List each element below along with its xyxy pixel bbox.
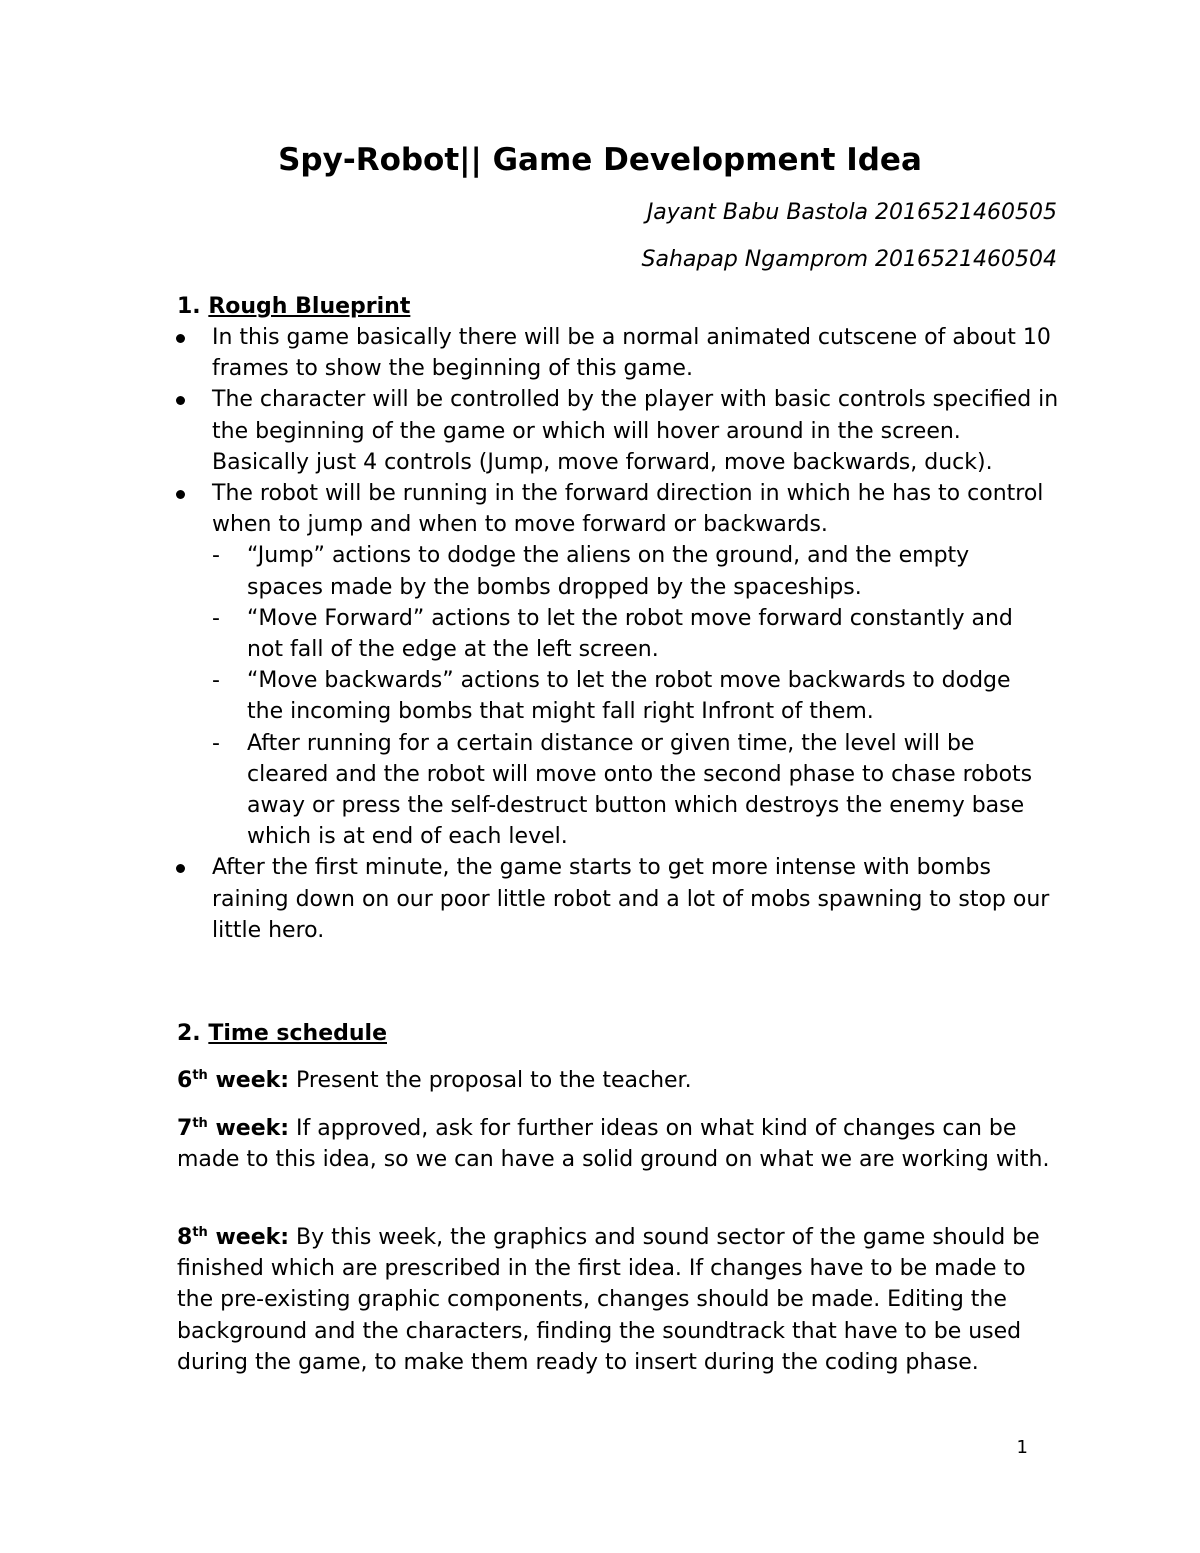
bullet-item	[0, 852, 1062, 946]
dash-icon: -	[212, 730, 220, 756]
week-label: 7th week:	[177, 1116, 290, 1141]
week-6-entry	[177, 1065, 1067, 1096]
bullet-dot-icon	[176, 864, 185, 873]
sub-item	[0, 603, 1037, 665]
bullet-text: The robot will be running in the forward direction in which he has to control when to jump and when to move forward or backwards.	[212, 481, 1044, 538]
dash-icon: -	[212, 668, 220, 694]
bullet-dot-icon	[176, 396, 185, 405]
section-1-heading	[177, 292, 410, 322]
sub-item-text: “Jump” actions to dodge the aliens on the ground, and the empty spaces made by the bombs dropped by the spaceships.	[247, 543, 970, 600]
bullet-text: In this game basically there will be a normal animated cutscene of about 10 frames to show the beginning of this game.	[212, 325, 1051, 382]
section-1-list	[0, 322, 1200, 946]
bullet-text: The character will be controlled by the player with basic controls specified in the beginning of the game or which will hover around in the screen. Basically just 4 controls (Jump, move forward, move backwards, duck).	[212, 387, 1059, 475]
sub-item	[0, 540, 1037, 602]
week-text: If approved, ask for further ideas on what kind of changes can be made to this idea, so we can have a solid ground on what we are working with.	[177, 1116, 1050, 1173]
sub-item	[0, 665, 1037, 727]
bullet-item	[0, 322, 1062, 384]
sub-item	[0, 728, 1037, 853]
bullet-item	[0, 384, 1062, 478]
dash-icon: -	[212, 605, 220, 631]
sub-item-text: After running for a certain distance or given time, the level will be cleared and the robot will move onto the second phase to chase robots away or press the self-destruct button which destroys the enemy base which is at end of each level.	[247, 730, 1033, 850]
bullet-dot-icon	[176, 334, 185, 343]
sub-item-text: “Move backwards” actions to let the robot move backwards to dodge the incoming bombs that might fall right Infront of them.	[247, 668, 1011, 725]
week-label: 8th week:	[177, 1225, 290, 1250]
section-1-title: Rough Blueprint	[208, 294, 411, 319]
week-7-entry	[177, 1113, 1067, 1175]
author-1: Jayant Babu Bastola 2016521460505	[646, 200, 1057, 225]
week-text: Present the proposal to the teacher.	[289, 1068, 692, 1093]
section-2-number: 2.	[177, 1021, 201, 1046]
bullet-dot-icon	[176, 490, 185, 499]
document-title: Spy-Robot|| Game Development Idea	[278, 142, 922, 178]
section-1-number: 1.	[177, 294, 201, 319]
dash-icon: -	[212, 543, 220, 569]
sub-item-text: “Move Forward” actions to let the robot move forward constantly and not fall of the edge at the left screen.	[247, 605, 1013, 663]
week-text: By this week, the graphics and sound sector of the game should be finished which are prescribed in the first idea. If changes have to be made to the pre-existing graphic components, changes should be made. Editing the background and the characters, finding the soundtrack that have to be used during the game, to make them ready to insert during the coding phase.	[177, 1225, 1040, 1375]
page-number: 1	[1016, 1437, 1028, 1458]
week-label: 6th week:	[177, 1068, 290, 1093]
week-8-entry	[177, 1222, 1067, 1378]
section-2-heading	[177, 1019, 387, 1049]
bullet-item	[0, 478, 1062, 540]
section-2-title: Time schedule	[208, 1021, 387, 1046]
author-2: Sahapap Ngamprom 2016521460504	[641, 247, 1057, 272]
bullet-text: After the first minute, the game starts to get more intense with bombs raining down on our poor little robot and a lot of mobs spawning to stop our little hero.	[212, 855, 1050, 943]
